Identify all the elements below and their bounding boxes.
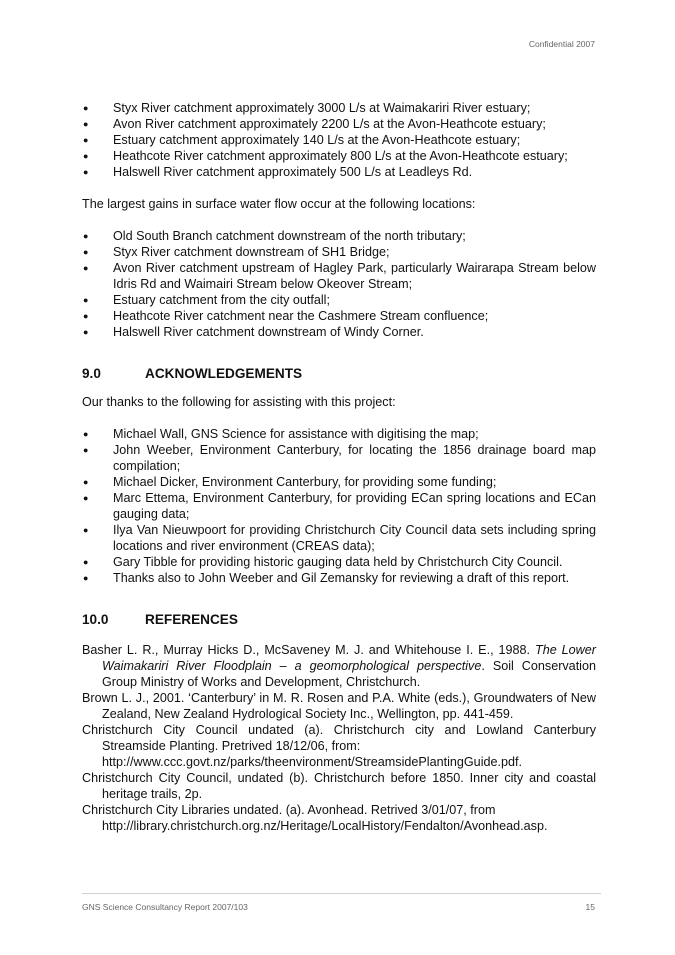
- list-item: ● Heathcote River catchment approximately 800 L/s at the Avon-Heathcote estuary;: [83, 149, 568, 163]
- list-item: ● Styx River catchment approximately 3000 L/s at Waimakariri River estuary;: [83, 101, 531, 115]
- bullet-icon: ●: [83, 295, 89, 305]
- list-item: ● Ilya Van Nieuwpoort for providing Christchurch City Council data sets including spring locations and river environment (CREAS data);: [83, 523, 596, 553]
- list-item: ● Michael Wall, GNS Science for assistance with digitising the map;: [83, 427, 479, 441]
- bullet-icon: ●: [83, 103, 89, 113]
- section-title: REFERENCES: [145, 612, 238, 627]
- bullet-icon: ●: [83, 493, 89, 503]
- list-item: ● Heathcote River catchment near the Cashmere Stream confluence;: [83, 309, 489, 323]
- list-item: ● Marc Ettema, Environment Canterbury, for providing ECan spring locations and ECan gauging data;: [83, 491, 596, 521]
- section-title: ACKNOWLEDGEMENTS: [145, 366, 303, 381]
- bullet-icon: ●: [83, 327, 89, 337]
- page-content: [82, 100, 596, 834]
- outflow-list: [82, 100, 596, 180]
- reference-entry: Basher L. R., Murray Hicks D., McSaveney M. J. and Whitehouse I. E., 1988. The Lower Waimakariri River Floodplain – a geomorphological perspective. Soil Conservation Group Ministry of Works and Development, Christchurch.: [82, 643, 596, 689]
- bullet-icon: ●: [83, 231, 89, 241]
- bullet-icon: ●: [83, 135, 89, 145]
- bullet-icon: ●: [83, 477, 89, 487]
- list-item: ● Thanks also to John Weeber and Gil Zemansky for reviewing a draft of this report.: [83, 571, 570, 585]
- gains-list: [82, 228, 596, 340]
- confidential-header: Confidential 2007: [528, 39, 595, 49]
- section-number: 9.0: [82, 366, 101, 381]
- bullet-icon: ●: [83, 263, 89, 273]
- footer-divider: [82, 893, 601, 894]
- references-list: [82, 642, 596, 834]
- bullet-icon: ●: [83, 311, 89, 321]
- references-heading: [82, 612, 596, 628]
- gains-intro: The largest gains in surface water flow occur at the following locations:: [82, 197, 476, 211]
- section-number: 10.0: [82, 612, 109, 627]
- bullet-icon: ●: [83, 573, 89, 583]
- reference-url: http://library.christchurch.org.nz/Heritage/LocalHistory/Fendalton/Avonhead.asp.: [102, 819, 548, 833]
- list-item: ● Michael Dicker, Environment Canterbury, for providing some funding;: [83, 475, 497, 489]
- reference-entry: Christchurch City Council undated (a). Christchurch city and Lowland Canterbury Streamside Planting. Pretrived 18/12/06, from: http://www.ccc.govt.nz/parks/theenvironment/StreamsidePlantingGuide.pdf.: [82, 723, 596, 769]
- list-item: ● John Weeber, Environment Canterbury, for locating the 1856 drainage board map compilation;: [83, 443, 596, 473]
- list-item: ● Avon River catchment upstream of Hagley Park, particularly Wairarapa Stream below Idris Rd and Waimairi Stream below Okeover Stream;: [83, 261, 596, 291]
- bullet-icon: ●: [83, 445, 89, 455]
- list-item: ● Estuary catchment approximately 140 L/s at the Avon-Heathcote estuary;: [83, 133, 521, 147]
- reference-entry: Christchurch City Libraries undated. (a). Avonhead. Retrived 3/01/07, from http://library.christchurch.org.nz/Heritage/LocalHistory/Fendalton/Avonhead.asp.: [82, 803, 548, 833]
- list-item: ● Old South Branch catchment downstream of the north tributary;: [83, 229, 466, 243]
- list-item: ● Styx River catchment downstream of SH1 Bridge;: [83, 245, 390, 259]
- acknowledgements-heading: [82, 366, 596, 382]
- acknowledgements-intro: Our thanks to the following for assisting with this project:: [82, 395, 396, 409]
- list-item: ● Halswell River catchment downstream of Windy Corner.: [83, 325, 424, 339]
- bullet-icon: ●: [83, 247, 89, 257]
- bullet-icon: ●: [83, 167, 89, 177]
- footer-report-id: GNS Science Consultancy Report 2007/103: [82, 902, 248, 912]
- reference-entry: Brown L. J., 2001. ‘Canterbury’ in M. R. Rosen and P.A. White (eds.), Groundwaters of New Zealand, New Zealand Hydrological Society Inc., Wellington, pp. 441-459.: [82, 691, 596, 721]
- list-item: ● Avon River catchment approximately 2200 L/s at the Avon-Heathcote estuary;: [83, 117, 546, 131]
- page-number: 15: [585, 902, 595, 912]
- reference-url: http://www.ccc.govt.nz/parks/theenvironment/StreamsidePlantingGuide.pdf.: [102, 755, 523, 769]
- list-item: ● Estuary catchment from the city outfall;: [83, 293, 330, 307]
- bullet-icon: ●: [83, 429, 89, 439]
- bullet-icon: ●: [83, 525, 89, 535]
- reference-title: The Lower Waimakariri River Floodplain – a geomorphological perspective: [102, 643, 596, 673]
- bullet-icon: ●: [83, 151, 89, 161]
- acknowledgements-list: [82, 426, 596, 586]
- list-item: ● Gary Tibble for providing historic gauging data held by Christchurch City Council.: [83, 555, 563, 569]
- reference-entry: Christchurch City Council, undated (b). Christchurch before 1850. Inner city and coastal heritage trails, 2p.: [82, 771, 596, 801]
- bullet-icon: ●: [83, 119, 89, 129]
- bullet-icon: ●: [83, 557, 89, 567]
- list-item: ● Halswell River catchment approximately 500 L/s at Leadleys Rd.: [83, 165, 473, 179]
